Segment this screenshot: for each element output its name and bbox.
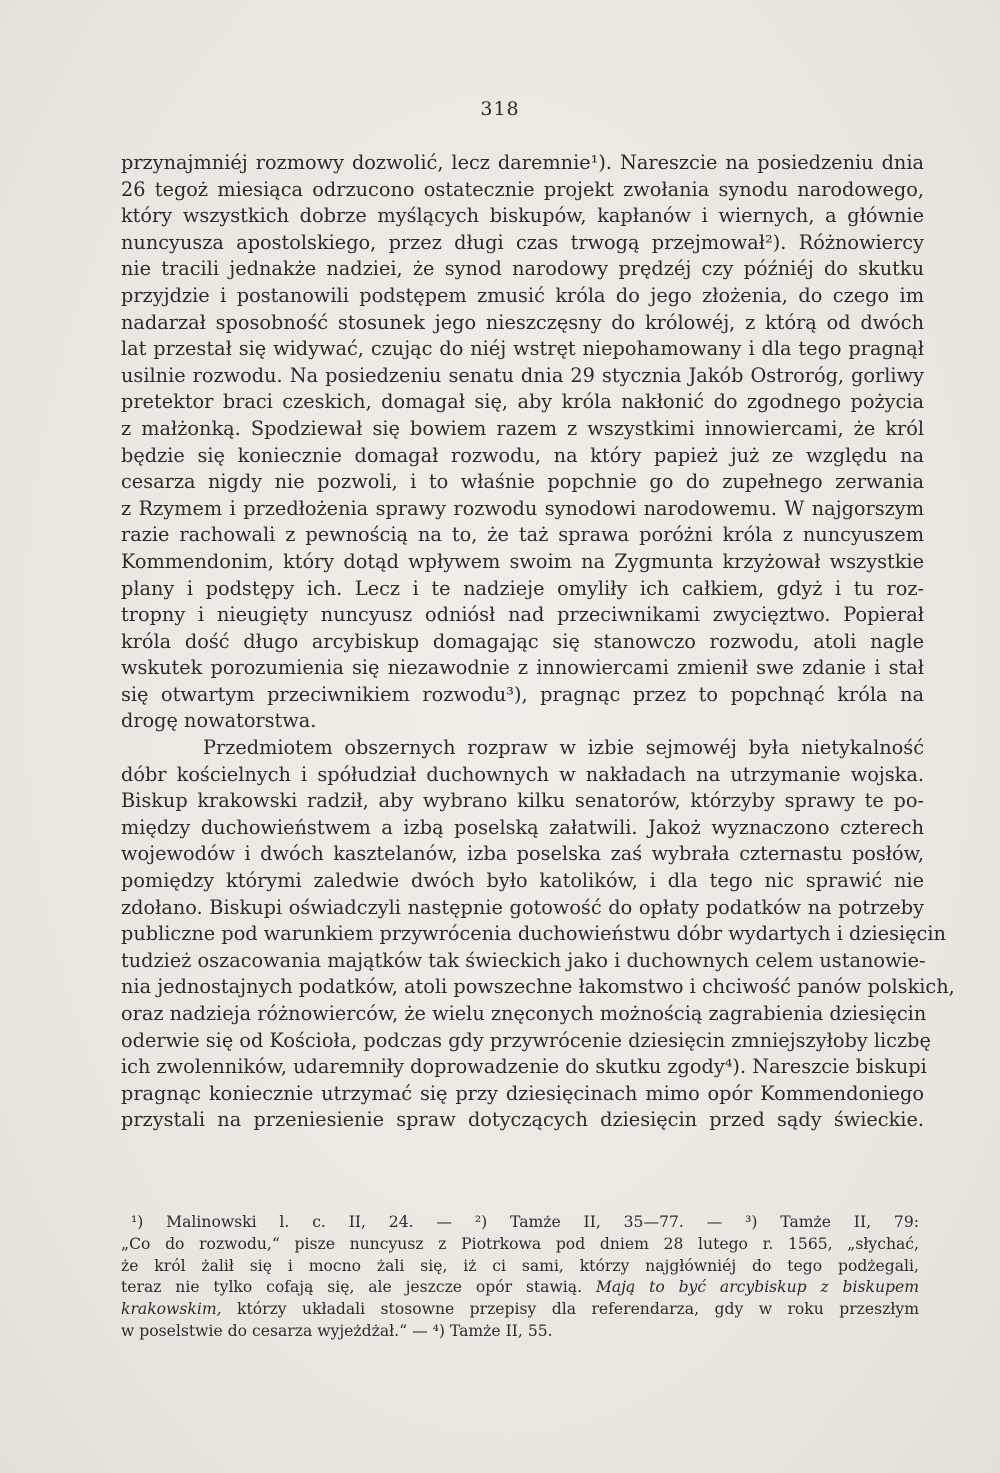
footnote-line: „Co do rozwodu,“ pisze nuncyusz z Piotrkowa pod dniem 28 lutego r. 1565, „słychać,	[121, 1234, 919, 1253]
text-line: przyjdzie i postanowili podstępem zmusić króla do jego złożenia, do czego im	[121, 283, 924, 307]
text-line: nia jednostajnych podatków, atoli powszechne łakomstwo i chciwość panów polskich,	[121, 975, 955, 999]
text-line: oderwie się od Kościoła, podczas gdy przywrócenie dziesięcin zmniejszyłoby liczbę	[121, 1028, 931, 1052]
text-line: razie rachowali z pewnością na to, że taż sprawa poróżni króla z nuncyuszem	[121, 523, 924, 547]
text-line: między duchowieństwem a izbą poselską załatwili. Jakoż wyznaczono czterech	[121, 815, 924, 839]
text-line: zdołano. Biskupi oświadczyli następnie gotowość do opłaty podatków na potrzeby	[121, 895, 924, 919]
text-line: króla dość długo arcybiskup domagając się stanowczo rozwodu, atoli nagle	[121, 629, 924, 653]
footnote-text: którzy układali stosowne przepisy dla referendarza, gdy w roku przeszłym	[237, 1300, 919, 1319]
text-line: przynajmniéj rozmowy dozwolić, lecz daremnie¹). Nareszcie na posiedzeniu dnia	[121, 151, 924, 174]
text-line: z Rzymem i przedłożenia sprawy rozwodu synodowi narodowemu. W najgorszym	[121, 496, 924, 520]
text-line: publiczne pod warunkiem przywrócenia duchowieństwu dóbr wydartych i dziesięcin	[121, 922, 946, 946]
text-line: pretektor braci czeskich, domagał się, aby króla nakłonić do zgodnego pożycia	[121, 390, 924, 414]
text-line: tropny i nieugięty nuncyusz odniósł nad przeciwnikami zwycięztwo. Popierał	[121, 603, 924, 627]
text-line: plany i podstępy ich. Lecz i te nadzieje omyliły ich całkiem, gdyż i tu roz-	[121, 576, 924, 600]
text-line: dóbr kościelnych i spółudział duchownych w nakładach na utrzymanie wojska.	[121, 762, 924, 786]
footnote-text: teraz nie tylko cofają się, ale jeszcze opór stawią.	[121, 1278, 583, 1297]
text-line: przystali na przeniesienie spraw dotyczących dziesięcin przed sądy świeckie.	[121, 1108, 924, 1132]
text-line: Przedmiotem obszernych rozpraw w izbie sejmowéj była nietykalność	[203, 736, 924, 760]
footnote-italic-text: krakowskim,	[121, 1300, 222, 1319]
footnote-italic-text: Mają to być arcybiskup z biskupem	[595, 1278, 919, 1297]
page-number: 318	[480, 98, 520, 120]
footnote-line	[121, 1277, 919, 1299]
footnote-line: że król żalił się i mocno żali się, iż ci sami, którzy najgłówniéj do tego podżegali,	[121, 1256, 919, 1275]
text-line: z małżonką. Spodziewał się bowiem razem z wszystkimi innowiercami, że król	[121, 416, 924, 440]
footnotes	[121, 1212, 919, 1343]
text-line: nuncyusza apostolskiego, przez długi czas trwogą przejmował²). Różnowiercy	[121, 230, 924, 254]
text-line: cesarza nigdy nie pozwoli, i to właśnie popchnie go do zupełnego zerwania	[121, 470, 924, 494]
text-line: Kommendonim, który dotąd wpływem swoim na Zygmunta krzyżował wszystkie	[121, 549, 924, 573]
text-line: będzie się koniecznie domagał rozwodu, na który papież już ze względu na	[121, 443, 924, 467]
main-text	[121, 150, 955, 1134]
text-line: drogę nowatorstwa.	[121, 709, 317, 733]
text-line: Biskup krakowski radził, aby wybrano kilku senatorów, którzyby sprawy te po-	[121, 789, 924, 813]
text-line: wskutek porozumienia się niezawodnie z innowiercami zmienił swe zdanie i stał	[121, 656, 924, 680]
text-line: 26 tegoż miesiąca odrzucono ostatecznie projekt zwołania synodu narodowego,	[121, 177, 924, 201]
paragraph-1	[121, 150, 924, 735]
text-line: który wszystkich dobrze myślących biskupów, kapłanów i wiernych, a głównie	[121, 204, 924, 228]
text-line: tudzież oszacowania majątków tak świeckich jako i duchownych celem ustanowie-	[121, 948, 926, 972]
text-line: ich zwolenników, udaremniły doprowadzenie do skutku zgody⁴). Nareszcie biskupi	[121, 1055, 927, 1079]
text-line: pomiędzy którymi zaledwie dwóch było katolików, i dla tego nic sprawić nie	[121, 869, 924, 893]
text-line: nie tracili jednakże nadziei, że synod narodowy prędzéj czy późniéj do skutku	[121, 257, 924, 281]
footnote-line: w poselstwie do cesarza wyjeżdżał.“ — ⁴) Tamże II, 55.	[121, 1321, 553, 1340]
text-line: oraz nadzieja różnowierców, że wielu znęconych możnością zagrabienia dziesięcin	[121, 1002, 927, 1025]
footnote-line	[121, 1299, 919, 1321]
text-line: lat przestał się widywać, czując do niéj wstręt niepohamowany i dla tego pragnął	[121, 337, 924, 361]
text-line: się otwartym przeciwnikiem rozwodu³), pragnąc przez to popchnąć króla na	[121, 682, 924, 706]
text-line: nadarzał sposobność stosunek jego nieszczęsny do królowéj, z którą od dwóch	[121, 310, 924, 334]
paragraph-2	[121, 735, 955, 1134]
text-line: wojewodów i dwóch kasztelanów, izba poselska zaś wybrała czternastu posłów,	[121, 842, 924, 866]
text-line: pragnąc koniecznie utrzymać się przy dziesięcinach mimo opór Kommendoniego	[121, 1081, 924, 1105]
footnote-line: ¹) Malinowski l. c. II, 24. — ²) Tamże II, 35—77. — ³) Tamże II, 79:	[131, 1213, 919, 1231]
text-line: usilnie rozwodu. Na posiedzeniu senatu dnia 29 stycznia Jakób Ostroróg, gorliwy	[121, 363, 924, 387]
